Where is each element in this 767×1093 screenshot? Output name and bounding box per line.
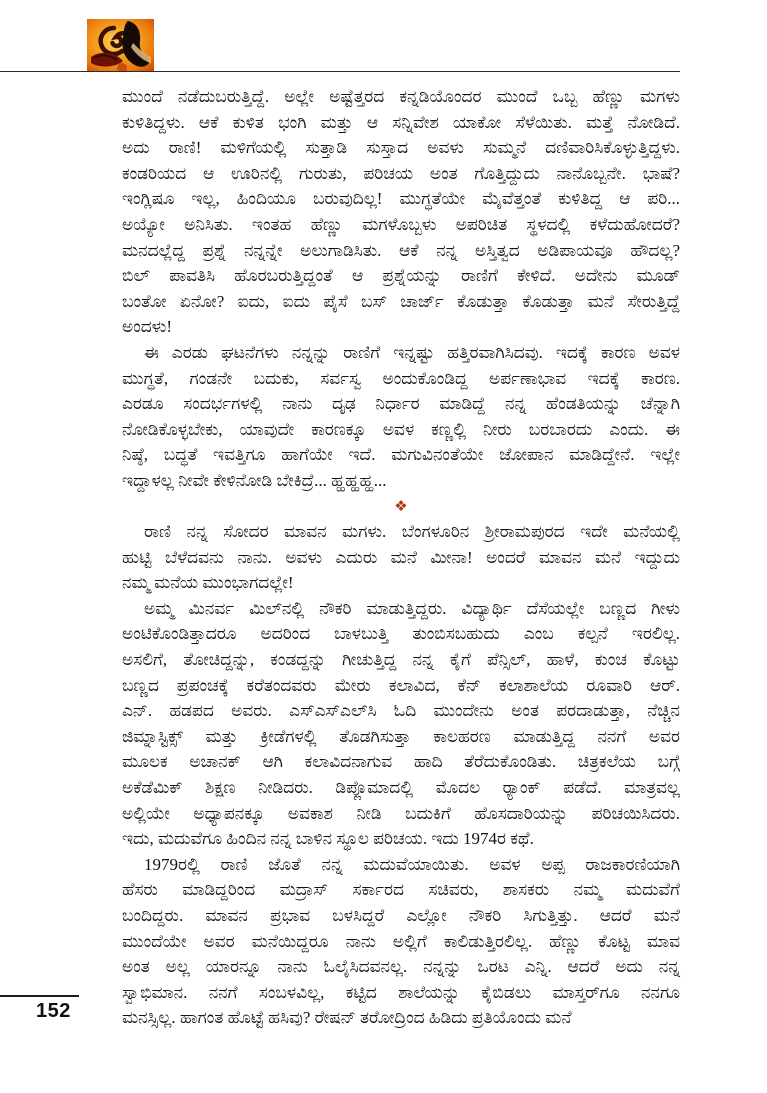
text-line: ಇದು, ಮದುವೆಗೂ ಹಿಂದಿನ ನನ್ನ ಬಾಳಿನ ಸ್ಥೂಲ ಪರಿಚಯ. ಇದು 1974ರ ಕಥೆ. <box>122 829 534 849</box>
text-line: ಮನದಲ್ಲೆದ್ದ ಪ್ರಶ್ನೆ ನನ್ನನ್ನೇ ಅಲುಗಾಡಿಸಿತು. ಆಕೆ ನನ್ನ ಅಸ್ತಿತ್ವದ ಅಡಿಪಾಯವೂ ಹೌದಲ್ಲ? <box>122 240 680 260</box>
text-line: ಅಮ್ಮ ಮಿನರ್ವ ಮಿಲ್‌ನಲ್ಲಿ ನೌಕರಿ ಮಾಡುತ್ತಿದ್ದರು. ವಿದ್ಯಾರ್ಥಿ ದೆಸೆಯಲ್ಲೇ ಬಣ್ಣದ ಗೀಳು <box>144 598 680 618</box>
text-line: ನೋಡಿಕೊಳ್ಳಬೇಕು, ಯಾವುದೇ ಕಾರಣಕ್ಕೂ ಅವಳ ಕಣ್ಣಲ್ಲಿ ನೀರು ಬರಬಾರದು ಎಂದು. ಈ <box>122 419 680 439</box>
text-line: ಎರಡೂ ಸಂದರ್ಭಗಳಲ್ಲಿ ನಾನು ದೃಢ ನಿರ್ಧಾರ ಮಾಡಿದ್ದೆ ನನ್ನ ಹೆಂಡತಿಯನ್ನು ಚೆನ್ನಾಗಿ <box>122 394 680 414</box>
text-line: ಮೂಲಕ ಅಚಾನಕ್ ಆಗಿ ಕಲಾವಿದನಾಗುವ ಹಾದಿ ತೆರೆದುಕೊಂಡಿತು. ಚಿತ್ರಕಲೆಯ ಬಗ್ಗೆ <box>122 752 680 772</box>
text-line: ಮುಂದೆಯೇ ಅವರ ಮನೆಯಿದ್ದರೂ ನಾನು ಅಲ್ಲಿಗೆ ಕಾಲಿಡುತ್ತಿರಲಿಲ್ಲ. ಹೆಣ್ಣು ಕೊಟ್ಟ ಮಾವ <box>122 931 680 951</box>
text-line: ಎನ್. ಹಡಪದ ಅವರು. ಎಸ್‌ಎಸ್‌ಎಲ್‌ಸಿ ಓದಿ ಮುಂದೇನು ಅಂತ ಪರದಾಡುತ್ತಾ, ನೆಚ್ಚಿನ <box>122 701 680 721</box>
text-line: ಹುಟ್ಟಿ ಬೆಳೆದವನು ನಾನು. ಅವಳು ಎದುರು ಮನೆ ಮೀನಾ! ಅಂದರೆ ಮಾವನ ಮನೆ ಇದ್ದುದು <box>122 547 680 567</box>
paragraph <box>122 84 680 340</box>
body-text <box>122 84 680 1031</box>
text-line: 1979ರಲ್ಲಿ ರಾಣಿ ಜೊತೆ ನನ್ನ ಮದುವೆಯಾಯಿತು. ಅವಳ ಅಪ್ಪ ರಾಜಕಾರಣಿಯಾಗಿ <box>144 854 680 874</box>
text-line: ಇದ್ದಾಳಲ್ಲ ನೀವೇ ಕೇಳಿನೋಡಿ ಬೇಕಿದ್ರೆ... ಹ್ಹಹ್ಹಹ್ಹ... <box>122 470 387 490</box>
text-line: ಅಂತ ಅಲ್ಲ ಯಾರನ್ನೂ ನಾನು ಓಲೈಸಿದವನಲ್ಲ. ನನ್ನನ್ನು ಒರಟ ಎನ್ನಿ. ಆದರೆ ಅದು ನನ್ನ <box>122 957 680 977</box>
text-line: ಕಂಡರಿಯದ ಆ ಊರಿನಲ್ಲಿ ಗುರುತು, ಪರಿಚಯ ಅಂತ ಗೊತ್ತಿದ್ದುದು ನಾನೊಬ್ಬನೇ. ಭಾಷೆ? <box>122 163 680 183</box>
header-rule <box>0 71 680 72</box>
text-line: ನಮ್ಮ ಮನೆಯ ಮುಂಭಾಗದಲ್ಲೇ! <box>122 573 294 593</box>
text-line: ಕುಳಿತಿದ್ದಳು. ಆಕೆ ಕುಳಿತ ಭಂಗಿ ಮತ್ತು ಆ ಸನ್ನಿವೇಶ ಯಾಕೋ ಸೆಳೆಯಿತು. ಮತ್ತೆ ನೋಡಿದೆ. <box>122 112 680 132</box>
paragraph <box>122 340 680 494</box>
text-line: ಅಕೆಡೆಮಿಕ್ ಶಿಕ್ಷಣ ನೀಡಿದರು. ಡಿಪ್ಲೊಮಾದಲ್ಲಿ ಮೊದಲ ರ‍್ಯಾಂಕ್ ಪಡೆದೆ. ಮಾತ್ರವಲ್ಲ <box>122 778 680 798</box>
text-line: ಜಿಮ್ನಾಸ್ಟಿಕ್ಸ್ ಮತ್ತು ಕ್ರೀಡೆಗಳಲ್ಲಿ ತೊಡಗಿಸುತ್ತಾ ಕಾಲಹರಣ ಮಾಡುತ್ತಿದ್ದ ನನಗೆ ಅವರ <box>122 726 680 746</box>
text-line: ಅಯ್ಯೋ ಅನಿಸಿತು. ಇಂತಹ ಹೆಣ್ಣು ಮಗಳೊಬ್ಬಳು ಅಪರಿಚಿತ ಸ್ಥಳದಲ್ಲಿ ಕಳೆದುಹೋದರೆ? <box>122 214 680 234</box>
publisher-logo-icon <box>87 19 154 71</box>
text-line: ಮನಸ್ಸಿಲ್ಲ. ಹಾಗಂತ ಹೊಟ್ಟೆ ಹಸಿವು? ರೇಷನ್ ತರೋದ್ರಿಂದ ಹಿಡಿದು ಪ್ರತಿಯೊಂದು ಮನೆ <box>122 1008 572 1028</box>
text-line: ಬಂತೋ ಏನೋ? ಐದು, ಐದು ಪೈಸೆ ಬಸ್ ಚಾರ್ಜ್ ಕೊಡುತ್ತಾ ಕೊಡುತ್ತಾ ಮನೆ ಸೇರುತ್ತಿದ್ದೆ <box>122 291 680 311</box>
text-line: ರಾಣಿ ನನ್ನ ಸೋದರ ಮಾವನ ಮಗಳು. ಬೆಂಗಳೂರಿನ ಶ್ರೀರಾಮಪುರದ ಇದೇ ಮನೆಯಲ್ಲಿ <box>144 522 680 542</box>
page-number: 152 <box>36 1000 71 1022</box>
text-line: ಮುಂದೆ ನಡೆದುಬರುತ್ತಿದ್ದೆ. ಅಲ್ಲೇ ಅಷ್ಟೆತ್ತರದ ಕನ್ನಡಿಯೊಂದರ ಮುಂದೆ ಒಬ್ಬ ಹೆಣ್ಣು ಮಗಳು <box>122 87 680 106</box>
text-line: ಅದು ರಾಣಿ! ಮಳಿಗೆಯಲ್ಲಿ ಸುತ್ತಾಡಿ ಸುಸ್ತಾದ ಅವಳು ಸುಮ್ಮನೆ ದಣಿವಾರಿಸಿಕೊಳ್ಳುತ್ತಿದ್ದಳು. <box>122 138 680 158</box>
section-separator-ornament: ❖ <box>394 496 408 515</box>
paragraph <box>122 519 680 596</box>
text-line: ಅಂದಳು! <box>122 317 173 337</box>
text-line: ಇಂಗ್ಲಿಷೂ ಇಲ್ಲ, ಹಿಂದಿಯೂ ಬರುವುದಿಲ್ಲ! ಮುಗ್ಧತೆಯೇ ಮೈವೆತ್ತಂತೆ ಕುಳಿತಿದ್ದ ಆ ಪರಿ... <box>122 189 680 209</box>
text-line: ಅಲ್ಲಿಯೇ ಅಧ್ಯಾಪನಕ್ಕೂ ಅವಕಾಶ ನೀಡಿ ಬದುಕಿಗೆ ಹೊಸದಾರಿಯನ್ನು ಪರಿಚಯಿಸಿದರು. <box>122 803 680 823</box>
text-line: ಬಿಲ್ ಪಾವತಿಸಿ ಹೊರಬರುತ್ತಿದ್ದಂತೆ ಆ ಪ್ರಶ್ನೆಯನ್ನು ರಾಣಿಗೆ ಕೇಳಿದೆ. ಅದೇನು ಮೂಡ್ <box>122 266 680 286</box>
text-line: ಈ ಎರಡು ಘಟನೆಗಳು ನನ್ನನ್ನು ರಾಣಿಗೆ ಇನ್ನಷ್ಟು ಹತ್ತಿರವಾಗಿಸಿದವು. ಇದಕ್ಕೆ ಕಾರಣ ಅವಳ <box>144 342 680 362</box>
text-line: ಸ್ವಾಭಿಮಾನ. ನನಗೆ ಸಂಬಳವಿಲ್ಲ, ಕಟ್ಟಿದ ಶಾಲೆಯನ್ನು ಕೈಬಿಡಲು ಮಾಸ್ತರ್‌ಗೂ ನನಗೂ <box>122 982 680 1002</box>
text-line: ಅಂಟಿಕೊಂಡಿತ್ತಾದರೂ ಅದರಿಂದ ಬಾಳಬುತ್ತಿ ತುಂಬಿಸಬಹುದು ಎಂಬ ಕಲ್ಪನೆ ಇರಲಿಲ್ಲ. <box>122 624 680 644</box>
text-line: ಅಸಲಿಗೆ, ತೋಚಿದ್ದನ್ನು, ಕಂಡದ್ದನ್ನು ಗೀಚುತ್ತಿದ್ದ ನನ್ನ ಕೈಗೆ ಪೆನ್ಸಿಲ್, ಹಾಳೆ, ಕುಂಚ ಕೊಟ್ಟು <box>122 650 680 670</box>
paragraph <box>122 596 680 852</box>
footer-rule <box>0 995 79 997</box>
text-line: ಬಂದಿದ್ದರು. ಮಾವನ ಪ್ರಭಾವ ಬಳಸಿದ್ದರೆ ಎಲ್ಲೋ ನೌಕರಿ ಸಿಗುತ್ತಿತ್ತು. ಆದರೆ ಮನೆ <box>122 906 680 925</box>
text-line: ಮುಗ್ಧತೆ, ಗಂಡನೇ ಬದುಕು, ಸರ್ವಸ್ವ ಅಂದುಕೊಂಡಿದ್ದ ಅರ್ಪಣಾಭಾವ ಇದಕ್ಕೆ ಕಾರಣ. <box>122 368 680 388</box>
text-line: ನಿಷ್ಠೆ, ಬದ್ಧತೆ ಇವತ್ತಿಗೂ ಹಾಗೆಯೇ ಇದೆ. ಮಗುವಿನಂತೆಯೇ ಜೋಪಾನ ಮಾಡಿದ್ದೇನೆ. ಇಲ್ಲೇ <box>122 445 680 465</box>
paragraph <box>122 852 680 1031</box>
text-line: ಹೆಸರು ಮಾಡಿದ್ದರಿಂದ ಮದ್ರಾಸ್ ಸರ್ಕಾರದ ಸಚಿವರು, ಶಾಸಕರು ನಮ್ಮ ಮದುವೆಗೆ <box>122 880 680 900</box>
text-line: ಬಣ್ಣದ ಪ್ರಪಂಚಕ್ಕೆ ಕರೆತಂದವರು ಮೇರು ಕಲಾವಿದ, ಕೆನ್ ಕಲಾಶಾಲೆಯ ರೂವಾರಿ ಆರ್. <box>122 675 680 695</box>
